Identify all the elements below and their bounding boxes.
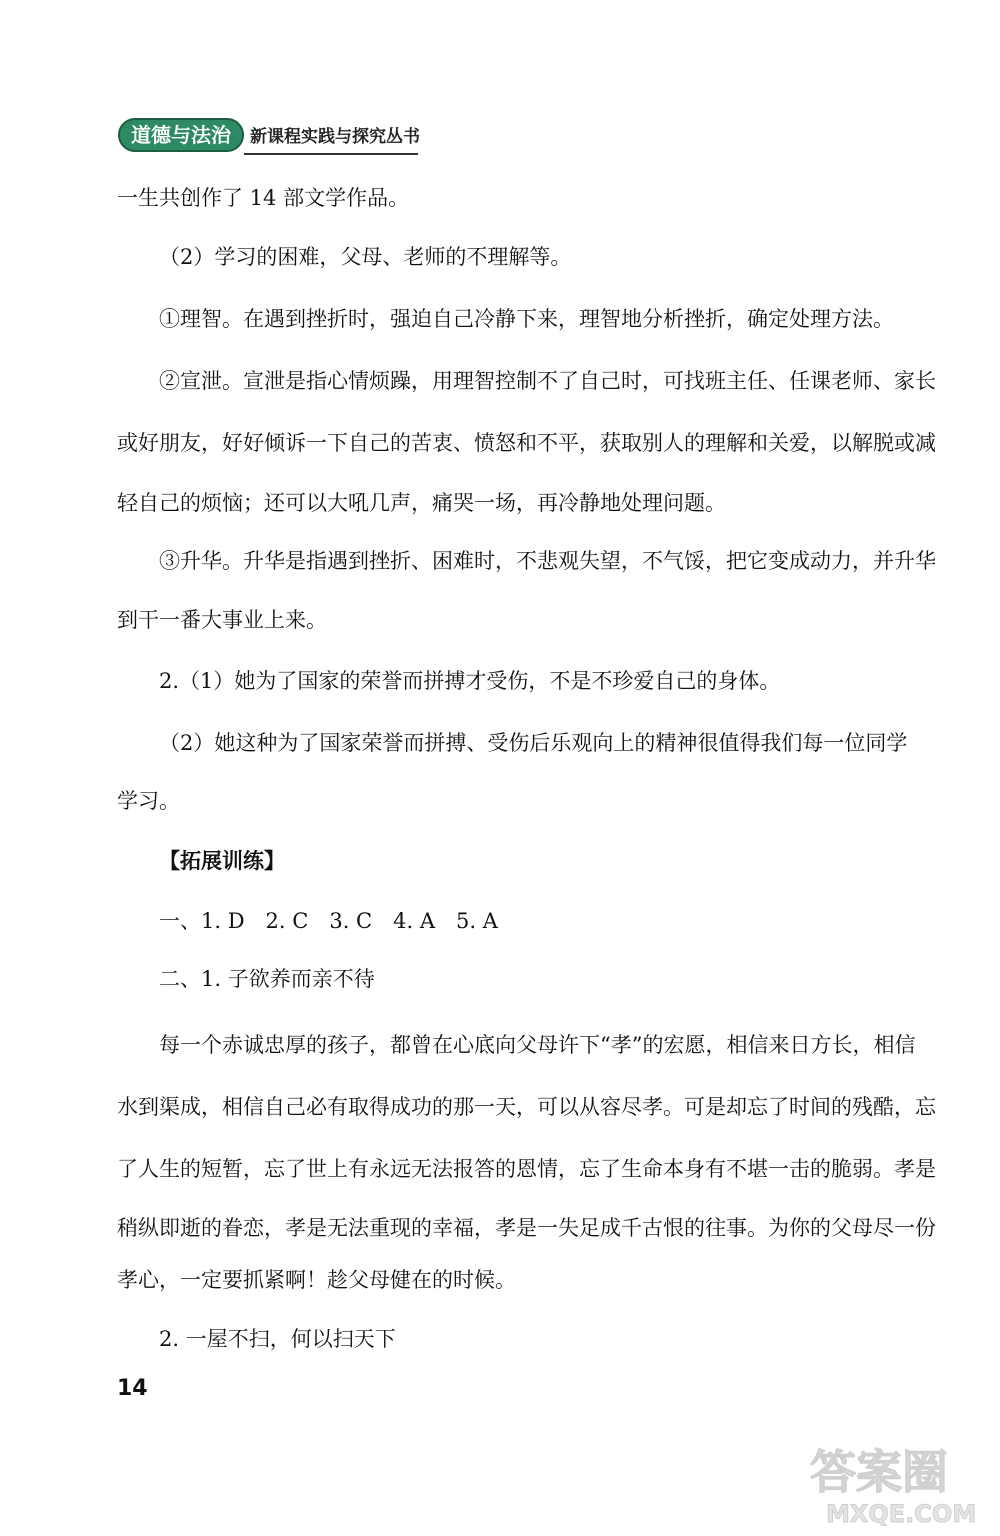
header-underline — [244, 153, 418, 155]
text-line: 一生共创作了 14 部文学作品。 — [117, 186, 410, 210]
text-line: 了人生的短暂，忘了世上有永远无法报答的恩情，忘了生命本身有不堪一击的脆弱。孝是 — [117, 1157, 936, 1181]
text-line: ③升华。升华是指遇到挫折、困难时，不悲观失望，不气馁，把它变成动力，并升华 — [159, 549, 936, 573]
text-line: ①理智。在遇到挫折时，强迫自己冷静下来，理智地分析挫折，确定处理方法。 — [159, 307, 894, 331]
subject-badge: 道德与法治 — [118, 118, 244, 152]
section-heading: 【拓展训练】 — [159, 849, 285, 873]
text-line: 学习。 — [117, 789, 180, 813]
text-line: 到干一番大事业上来。 — [117, 608, 327, 632]
text-line: 水到渠成，相信自己必有取得成功的那一天，可以从容尽孝。可是却忘了时间的残酷，忘 — [117, 1095, 936, 1119]
watermark-logo — [800, 1430, 990, 1530]
watermark-logo-graphic — [800, 1430, 990, 1530]
text-line: 或好朋友，好好倾诉一下自己的苦衷、愤怒和不平，获取别人的理解和关爱，以解脱或减 — [117, 431, 936, 455]
text-line: ②宣泄。宣泄是指心情烦躁，用理智控制不了自己时，可找班主任、任课老师、家长 — [159, 369, 936, 393]
text-line: （2）她这种为了国家荣誉而拼搏、受伤后乐观向上的精神很值得我们每一位同学 — [159, 731, 908, 755]
svg-text:MXQE.COM: MXQE.COM — [826, 1500, 977, 1528]
text-line: （2）学习的困难，父母、老师的不理解等。 — [159, 245, 572, 269]
answer-line: 二、1. 子欲养而亲不待 — [159, 967, 375, 991]
text-line: 2.（1）她为了国家的荣誉而拼搏才受伤，不是不珍爱自己的身体。 — [159, 669, 781, 693]
svg-text:答案圈: 答案圈 — [810, 1445, 948, 1499]
answer-line: 一、1. D 2. C 3. C 4. A 5. A — [159, 909, 498, 933]
text-line: 轻自己的烦恼；还可以大吼几声，痛哭一场，再冷静地处理问题。 — [117, 491, 726, 515]
page-header — [118, 118, 428, 158]
text-line: 孝心，一定要抓紧啊！趁父母健在的时候。 — [117, 1268, 516, 1292]
answer-line: 2. 一屋不扫，何以扫天下 — [159, 1327, 396, 1351]
series-title: 新课程实践与探究丛书 — [250, 127, 420, 147]
page-number: 14 — [117, 1376, 148, 1401]
text-line: 每一个赤诚忠厚的孩子，都曾在心底向父母许下“孝”的宏愿，相信来日方长，相信 — [159, 1033, 916, 1057]
text-line: 稍纵即逝的眷恋，孝是无法重现的幸福，孝是一失足成千古恨的往事。为你的父母尽一份 — [117, 1216, 936, 1240]
